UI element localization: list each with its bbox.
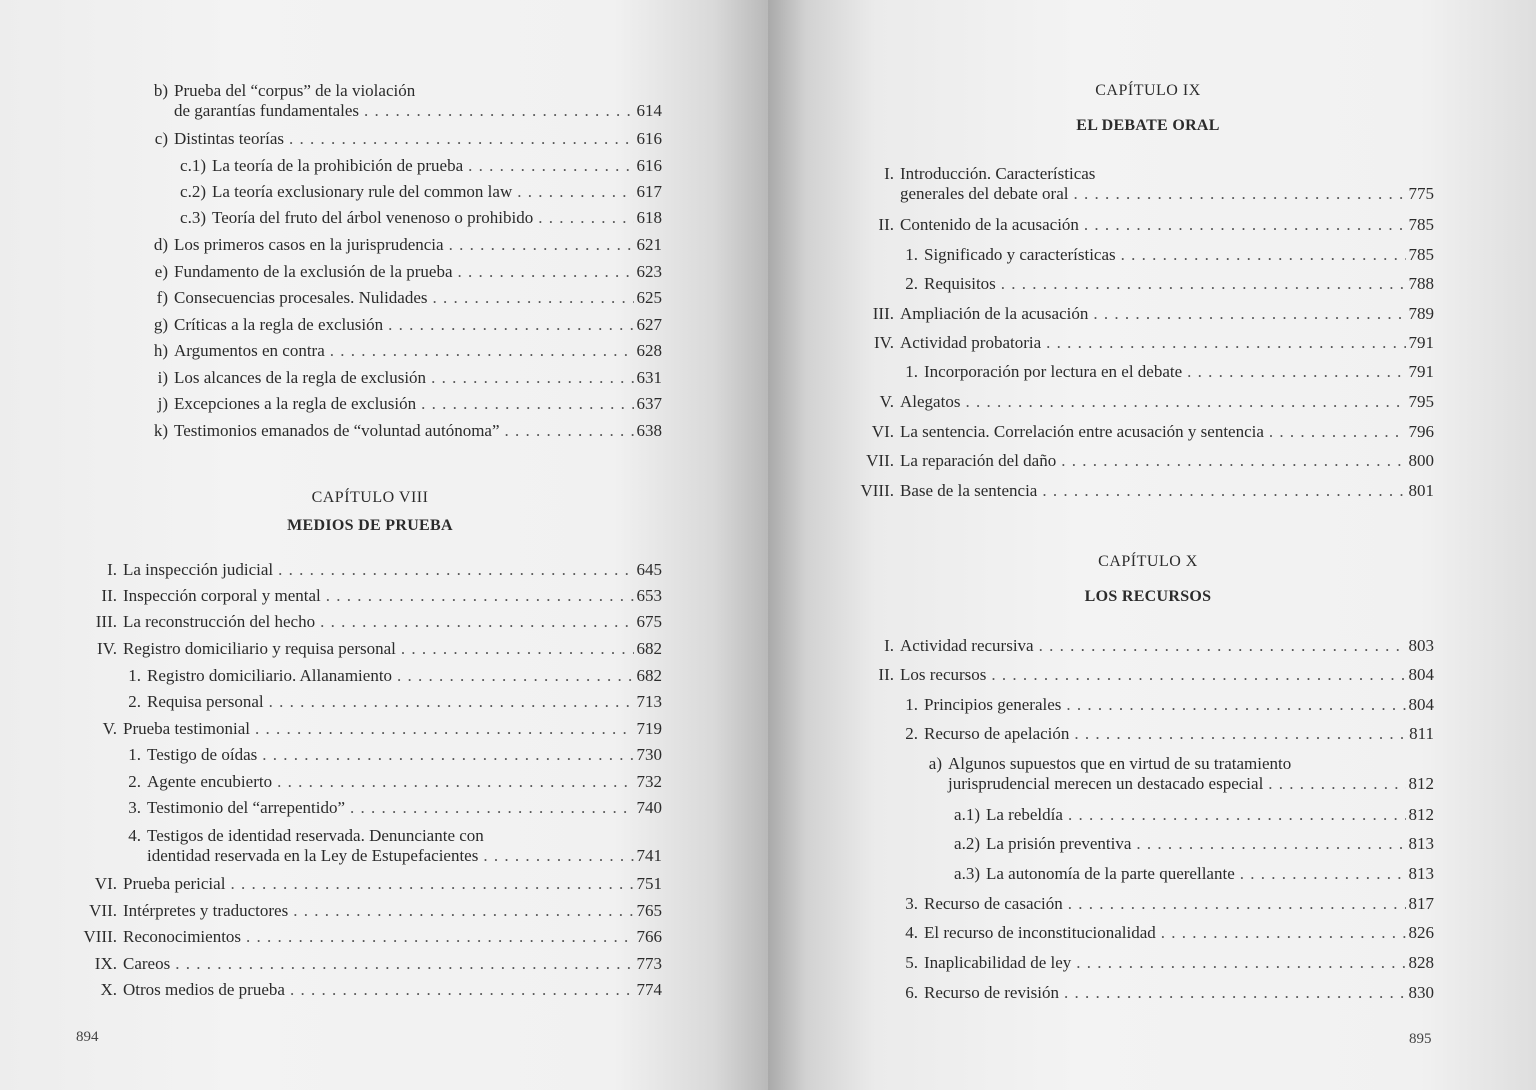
entry-title: jurisprudencial merecen un destacado especial [948, 774, 1264, 793]
dot-leader [255, 719, 633, 739]
toc-entry [153, 421, 662, 441]
entry-title: Actividad probatoria [900, 333, 1042, 352]
toc-entry [128, 798, 662, 818]
dot-leader [505, 421, 634, 441]
entry-number: 1. [128, 745, 141, 764]
entry-page: 638 [636, 421, 662, 440]
entry-page: 813 [1408, 834, 1434, 853]
entry-number: II. [101, 586, 117, 605]
entry-page: 765 [636, 901, 662, 920]
toc-entry [156, 288, 662, 308]
entry-page: 627 [636, 315, 662, 334]
entry-page: 617 [636, 182, 662, 201]
entry-number: j) [157, 394, 168, 413]
entry-title: La prisión preventiva [986, 834, 1132, 853]
toc-entry [157, 394, 662, 414]
entry-page: 812 [1408, 805, 1434, 824]
dot-leader [1066, 695, 1405, 715]
entry-title: Intérpretes y traductores [123, 901, 289, 920]
toc-entry [879, 392, 1434, 412]
entry-page: 751 [636, 874, 662, 893]
entry-title: Los alcances de la regla de exclusión [174, 368, 427, 387]
toc-entry [83, 927, 662, 947]
entry-title: Testimonios emanados de “voluntad autónoma” [174, 421, 500, 440]
entry-page: 653 [636, 586, 662, 605]
entry-title-line1: Introducción. Características [900, 164, 1096, 183]
entry-title: Recurso de revisión [924, 983, 1060, 1002]
entry-number: 2. [905, 274, 918, 293]
dot-leader [1121, 245, 1406, 265]
entry-number: 5. [905, 953, 918, 972]
entry-number: 1. [905, 245, 918, 264]
entry-number: g) [153, 315, 168, 334]
dot-leader [175, 954, 633, 974]
entry-number: VII. [89, 901, 117, 920]
toc-entry [102, 719, 662, 739]
toc-entry [928, 754, 1434, 794]
toc-entry [905, 274, 1434, 294]
entry-number: a.1) [954, 805, 980, 824]
entry-title: El recurso de inconstitucionalidad [924, 923, 1156, 942]
entry-page: 732 [636, 772, 662, 791]
entry-title: Significado y características [924, 245, 1116, 264]
page-number: 894 [76, 1029, 99, 1045]
entry-number: h) [153, 341, 168, 360]
chapter-label: CAPÍTULO VIII [311, 489, 429, 506]
entry-title: Los recursos [900, 665, 987, 684]
entry-number: X. [100, 980, 117, 999]
dot-leader [1161, 923, 1406, 943]
toc-entry [905, 894, 1434, 914]
entry-page: 785 [1408, 215, 1434, 234]
entry-number: a) [928, 754, 942, 773]
dot-leader [320, 612, 633, 632]
entry-page: 616 [636, 129, 662, 148]
entry-number: VI. [871, 422, 894, 441]
entry-title: La autonomía de la parte querellante [986, 864, 1235, 883]
entry-number: d) [153, 235, 168, 254]
dot-leader [277, 772, 633, 792]
dot-leader [1064, 983, 1405, 1003]
entry-number: I. [884, 164, 894, 183]
toc-entry [94, 874, 662, 894]
entry-title-line1: Prueba del “corpus” de la violación [174, 81, 416, 100]
entry-page: 817 [1408, 894, 1434, 913]
entry-number: a.2) [954, 834, 980, 853]
toc-entry [954, 834, 1434, 854]
dot-leader [397, 666, 633, 686]
entry-title: de garantías fundamentales [174, 101, 360, 120]
toc-entry [128, 692, 662, 712]
toc-entry [860, 481, 1434, 501]
entry-page: 616 [636, 156, 662, 175]
entry-number: VIII. [83, 927, 117, 946]
entry-title: Prueba testimonial [123, 719, 251, 738]
dot-leader [1268, 774, 1405, 794]
entry-number: a.3) [954, 864, 980, 883]
entry-page: 618 [636, 208, 662, 227]
toc-entry [884, 164, 1434, 204]
entry-number: c) [154, 129, 168, 148]
dot-leader [1240, 864, 1406, 884]
entry-page: 682 [636, 639, 662, 658]
entry-title: Recurso de apelación [924, 724, 1070, 743]
entry-number: c.3) [180, 208, 206, 227]
dot-leader [278, 560, 633, 580]
entry-title: Los primeros casos en la jurisprudencia [174, 235, 444, 254]
entry-page: 830 [1408, 983, 1434, 1002]
entry-page: 800 [1408, 451, 1434, 470]
chapter-label: CAPÍTULO X [1098, 553, 1198, 570]
entry-title: Agente encubierto [147, 772, 273, 791]
chapter-title: LOS RECURSOS [1084, 588, 1212, 605]
dot-leader [421, 394, 633, 414]
entry-title: Prueba pericial [123, 874, 226, 893]
dot-leader [1042, 481, 1405, 501]
entry-number: VII. [866, 451, 894, 470]
entry-title: Teoría del fruto del árbol venenoso o prohibido [212, 208, 534, 227]
dot-leader [483, 846, 633, 866]
entry-number: III. [872, 304, 894, 323]
entry-page: 623 [636, 262, 662, 281]
entry-number: IV. [874, 333, 894, 352]
entry-number: i) [157, 368, 168, 387]
entry-number: 6. [905, 983, 918, 1002]
entry-number: f) [156, 288, 168, 307]
dot-leader [326, 586, 634, 606]
toc-entry [180, 156, 662, 176]
dot-leader [262, 745, 633, 765]
dot-leader [269, 692, 634, 712]
entry-number: k) [153, 421, 168, 440]
dot-leader [538, 208, 633, 228]
dot-leader [1187, 362, 1405, 382]
toc-entry [905, 245, 1434, 265]
entry-title-line1: Testigos de identidad reservada. Denunciante con [147, 826, 484, 845]
entry-number: 3. [128, 798, 141, 817]
entry-page: 812 [1408, 774, 1434, 793]
toc-entry [905, 695, 1434, 715]
entry-number: 4. [128, 826, 141, 845]
entry-title: Testimonio del “arrepentido” [147, 798, 346, 817]
entry-page: 775 [1408, 184, 1434, 203]
entry-page: 645 [636, 560, 662, 579]
entry-number: V. [879, 392, 894, 411]
toc-entry [128, 666, 662, 686]
toc-entry [180, 208, 662, 228]
right-page [768, 0, 1536, 1090]
entry-page: 614 [636, 101, 662, 120]
entry-page: 713 [636, 692, 662, 711]
entry-title: La teoría de la prohibición de prueba [212, 156, 464, 175]
entry-title: La teoría exclusionary rule del common law [212, 182, 513, 201]
toc-entry [128, 826, 662, 866]
dot-leader [1068, 894, 1406, 914]
page-number: 895 [1409, 1031, 1432, 1047]
entry-title: Careos [123, 954, 171, 973]
toc-entry [153, 315, 662, 335]
entry-title: La sentencia. Correlación entre acusación y sentencia [900, 422, 1264, 441]
entry-title: identidad reservada en la Ley de Estupefacientes [147, 846, 479, 865]
entry-title: Fundamento de la exclusión de la prueba [174, 262, 453, 281]
toc-entry [872, 304, 1434, 324]
entry-number: II. [878, 215, 894, 234]
entry-number: 1. [905, 362, 918, 381]
entry-title: Alegatos [900, 392, 961, 411]
dot-leader [431, 368, 633, 388]
entry-number: III. [95, 612, 117, 631]
toc-entry [107, 560, 662, 580]
entry-page: 631 [636, 368, 662, 387]
entry-page: 811 [1409, 724, 1434, 743]
entry-title: Registro domiciliario. Allanamiento [147, 666, 393, 685]
entry-number: 2. [905, 724, 918, 743]
toc-entry [100, 980, 662, 1000]
entry-title: Consecuencias procesales. Nulidades [174, 288, 428, 307]
toc-entry [94, 954, 662, 974]
entry-number: e) [154, 262, 168, 281]
dot-leader [1039, 636, 1406, 656]
entry-title: Base de la sentencia [900, 481, 1038, 500]
entry-page: 774 [636, 980, 662, 999]
dot-leader [991, 665, 1405, 685]
toc-entry [128, 745, 662, 765]
toc-entry [157, 368, 662, 388]
chapter-title: MEDIOS DE PRUEBA [287, 517, 453, 534]
entry-title: Excepciones a la regla de exclusión [174, 394, 417, 413]
entry-number: I. [884, 636, 894, 655]
entry-page: 730 [636, 745, 662, 764]
entry-title: Inaplicabilidad de ley [924, 953, 1072, 972]
dot-leader [293, 901, 633, 921]
entry-page: 788 [1408, 274, 1434, 293]
entry-title: generales del debate oral [900, 184, 1069, 203]
entry-page: 625 [636, 288, 662, 307]
toc-entry [954, 864, 1434, 884]
toc-entry [905, 362, 1434, 382]
toc-entry [154, 262, 662, 282]
dot-leader [1001, 274, 1406, 294]
entry-page: 791 [1408, 333, 1434, 352]
dot-leader [458, 262, 634, 282]
entry-page: 621 [636, 235, 662, 254]
dot-leader [468, 156, 633, 176]
dot-leader [1061, 451, 1405, 471]
entry-number: VI. [94, 874, 117, 893]
dot-leader [1076, 953, 1405, 973]
chapter-title: EL DEBATE ORAL [1076, 117, 1220, 134]
dot-leader [289, 129, 633, 149]
toc-entry [954, 805, 1434, 825]
dot-leader [401, 639, 634, 659]
dot-leader [517, 182, 633, 202]
entry-page: 675 [636, 612, 662, 631]
entry-number: c.1) [180, 156, 206, 175]
entry-page: 826 [1408, 923, 1434, 942]
entry-page: 804 [1408, 695, 1434, 714]
entry-page: 828 [1408, 953, 1434, 972]
entry-page: 804 [1408, 665, 1434, 684]
entry-page: 795 [1408, 392, 1434, 411]
entry-page: 637 [636, 394, 662, 413]
entry-title: Contenido de la acusación [900, 215, 1079, 234]
dot-leader [1068, 805, 1406, 825]
toc-entry [180, 182, 662, 202]
entry-page: 682 [636, 666, 662, 685]
entry-page: 803 [1408, 636, 1434, 655]
entry-number: IV. [97, 639, 117, 658]
entry-title: Requisa personal [147, 692, 264, 711]
entry-title: Principios generales [924, 695, 1062, 714]
entry-title: La reparación del daño [900, 451, 1057, 470]
entry-number: V. [102, 719, 117, 738]
entry-page: 791 [1408, 362, 1434, 381]
entry-title: Argumentos en contra [174, 341, 325, 360]
toc-entry [871, 422, 1434, 442]
toc-entry [97, 639, 662, 659]
toc-entry [905, 923, 1434, 943]
entry-number: 2. [128, 692, 141, 711]
chapter-label: CAPÍTULO IX [1095, 82, 1201, 99]
dot-leader [364, 101, 633, 121]
entry-title: Ampliación de la acusación [900, 304, 1089, 323]
entry-number: 1. [128, 666, 141, 685]
toc-entry [878, 215, 1434, 235]
toc-entry [905, 983, 1434, 1003]
toc-entry [866, 451, 1434, 471]
entry-number: c.2) [180, 182, 206, 201]
entry-title: Inspección corporal y mental [123, 586, 321, 605]
dot-leader [1084, 215, 1406, 235]
dot-leader [290, 980, 634, 1000]
dot-leader [388, 315, 633, 335]
entry-page: 740 [636, 798, 662, 817]
entry-title: Incorporación por lectura en el debate [924, 362, 1183, 381]
toc-entry [884, 636, 1434, 656]
entry-number: 4. [905, 923, 918, 942]
entry-title: Distintas teorías [174, 129, 285, 148]
entry-page: 766 [636, 927, 662, 946]
entry-page: 628 [636, 341, 662, 360]
dot-leader [433, 288, 634, 308]
entry-title: La rebeldía [986, 805, 1063, 824]
entry-page: 741 [636, 846, 662, 865]
dot-leader [1269, 422, 1406, 442]
entry-number: II. [878, 665, 894, 684]
entry-title: Requisitos [924, 274, 996, 293]
toc-entry [89, 901, 662, 921]
entry-title: Recurso de casación [924, 894, 1063, 913]
dot-leader [230, 874, 633, 894]
entry-number: IX. [94, 954, 117, 973]
entry-page: 813 [1408, 864, 1434, 883]
entry-page: 719 [636, 719, 662, 738]
entry-number: VIII. [860, 481, 894, 500]
entry-title: La inspección judicial [123, 560, 274, 579]
entry-title: Registro domiciliario y requisa personal [123, 639, 396, 658]
dot-leader [350, 798, 633, 818]
entry-number: 2. [128, 772, 141, 791]
entry-number: b) [153, 81, 168, 100]
toc-entry [101, 586, 662, 606]
entry-page: 785 [1408, 245, 1434, 264]
entry-title: Críticas a la regla de exclusión [174, 315, 384, 334]
entry-page: 801 [1408, 481, 1434, 500]
entry-title: Testigo de oídas [147, 745, 258, 764]
dot-leader [965, 392, 1405, 412]
dot-leader [1074, 724, 1406, 744]
dot-leader [1136, 834, 1405, 854]
dot-leader [246, 927, 633, 947]
dot-leader [330, 341, 634, 361]
entry-number: I. [107, 560, 117, 579]
dot-leader [449, 235, 634, 255]
entry-title: Reconocimientos [123, 927, 242, 946]
toc-entry [154, 129, 662, 149]
toc-entry [153, 341, 662, 361]
dot-leader [1093, 304, 1405, 324]
toc-entry [153, 235, 662, 255]
toc-entry [95, 612, 662, 632]
toc-entry [874, 333, 1434, 353]
entry-page: 796 [1408, 422, 1434, 441]
toc-entry [905, 724, 1434, 744]
entry-title: Otros medios de prueba [123, 980, 285, 999]
toc-entry [878, 665, 1434, 685]
toc-entry [905, 953, 1434, 973]
entry-page: 789 [1408, 304, 1434, 323]
entry-title: La reconstrucción del hecho [123, 612, 316, 631]
toc-entry [153, 81, 662, 121]
entry-number: 3. [905, 894, 918, 913]
entry-title: Actividad recursiva [900, 636, 1034, 655]
toc-entry [128, 772, 662, 792]
entry-title-line1: Algunos supuestos que en virtud de su tratamiento [948, 754, 1292, 773]
dot-leader [1046, 333, 1405, 353]
entry-number: 1. [905, 695, 918, 714]
entry-page: 773 [636, 954, 662, 973]
dot-leader [1074, 184, 1406, 204]
